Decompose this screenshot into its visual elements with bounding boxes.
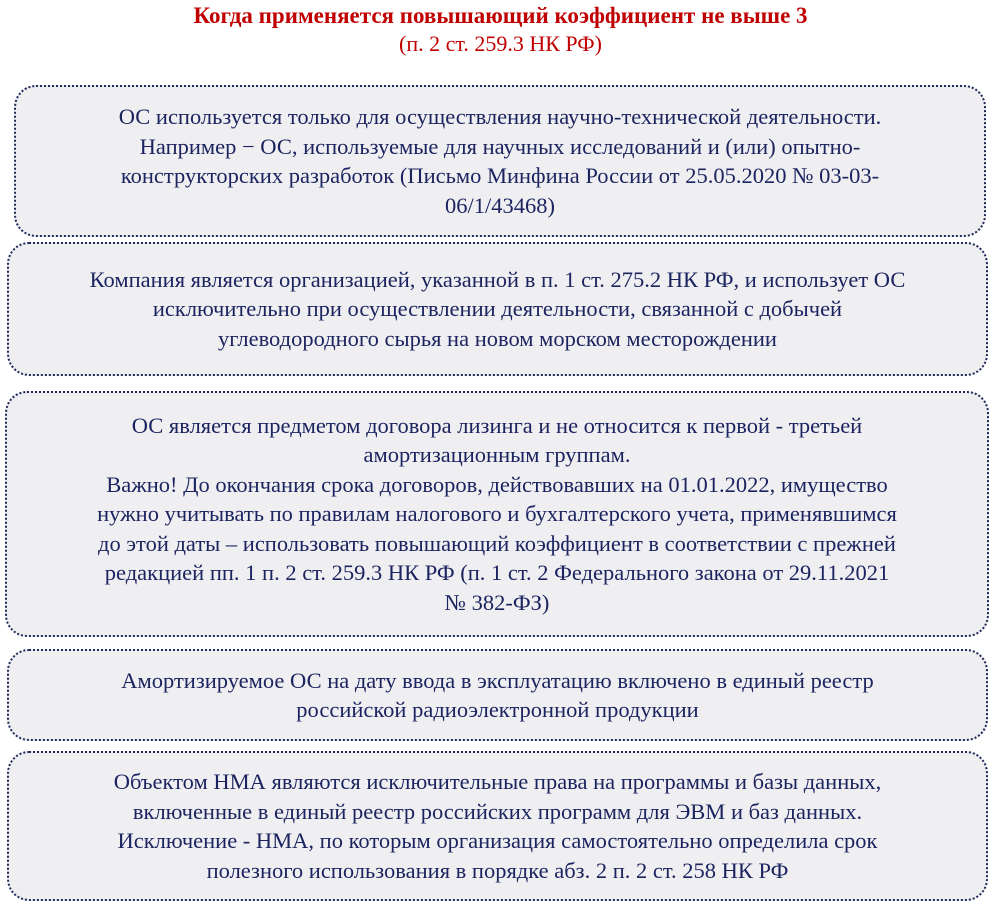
condition-text (97, 411, 897, 618)
text-line: углеводородного сырья на новом морском месторождении (218, 325, 777, 351)
text-line: Например − ОС, используемые для научных исследований и (или) опытно- (139, 133, 861, 159)
text-line: Важно! До окончания срока договоров, действовавших на 01.01.2022, имущество (106, 471, 888, 497)
text-line: нужно учитывать по правилам налогового и бухгалтерского учета, применявшимся (97, 501, 897, 527)
text-line: 06/1/43468) (445, 192, 555, 218)
text-line: российской радиоэлектронной продукции (296, 697, 699, 722)
condition-text (119, 102, 882, 220)
text-line: исключительно при осуществлении деятельности, связанной с добычей (152, 296, 843, 322)
condition-box-1 (14, 85, 986, 237)
condition-text (121, 666, 873, 725)
condition-box-2 (7, 242, 988, 376)
header (0, 2, 1001, 58)
text-line: Исключение - НМА, по которым организация самостоятельно определила срок (117, 828, 878, 853)
condition-box-3 (5, 391, 989, 637)
text-line: Амортизируемое ОС на дату ввода в эксплуатацию включено в единый реестр (121, 667, 874, 693)
text-line: редакцией пп. 1 п. 2 ст. 259.3 НК РФ (п. 1 ст. 2 Федерального закона от 29.11.2021 (104, 560, 890, 586)
condition-box-4 (7, 649, 988, 741)
text-line: включенные в единый реестр российских программ для ЭВМ и баз данных. (132, 798, 863, 824)
condition-text (90, 265, 906, 354)
condition-text (114, 767, 881, 885)
condition-box-5 (7, 751, 988, 901)
text-line: Компания является организацией, указанной в п. 1 ст. 275.2 НК РФ, и использует ОС (89, 266, 906, 292)
page-subtitle: (п. 2 ст. 259.3 НК РФ) (399, 31, 602, 56)
text-line: полезного использования в порядке абз. 2 п. 2 ст. 258 НК РФ (206, 857, 789, 883)
text-line: конструкторских разработок (Письмо Минфина России от 25.05.2020 № 03-03- (120, 163, 880, 188)
page-title: Когда применяется повышающий коэффициент не выше 3 (193, 3, 808, 28)
text-line: до этой даты – использовать повышающий коэффициент в соответствии с прежней (98, 530, 896, 556)
text-line: ОС является предметом договора лизинга и не относится к первой - третьей (131, 412, 863, 438)
text-line: Объектом НМА являются исключительные права на программы и базы данных, (113, 769, 882, 794)
text-line: № 382-ФЗ) (444, 589, 550, 615)
text-line: ОС используется только для осуществления научно-технической деятельности. (118, 104, 882, 129)
text-line: амортизационным группам. (363, 442, 631, 468)
